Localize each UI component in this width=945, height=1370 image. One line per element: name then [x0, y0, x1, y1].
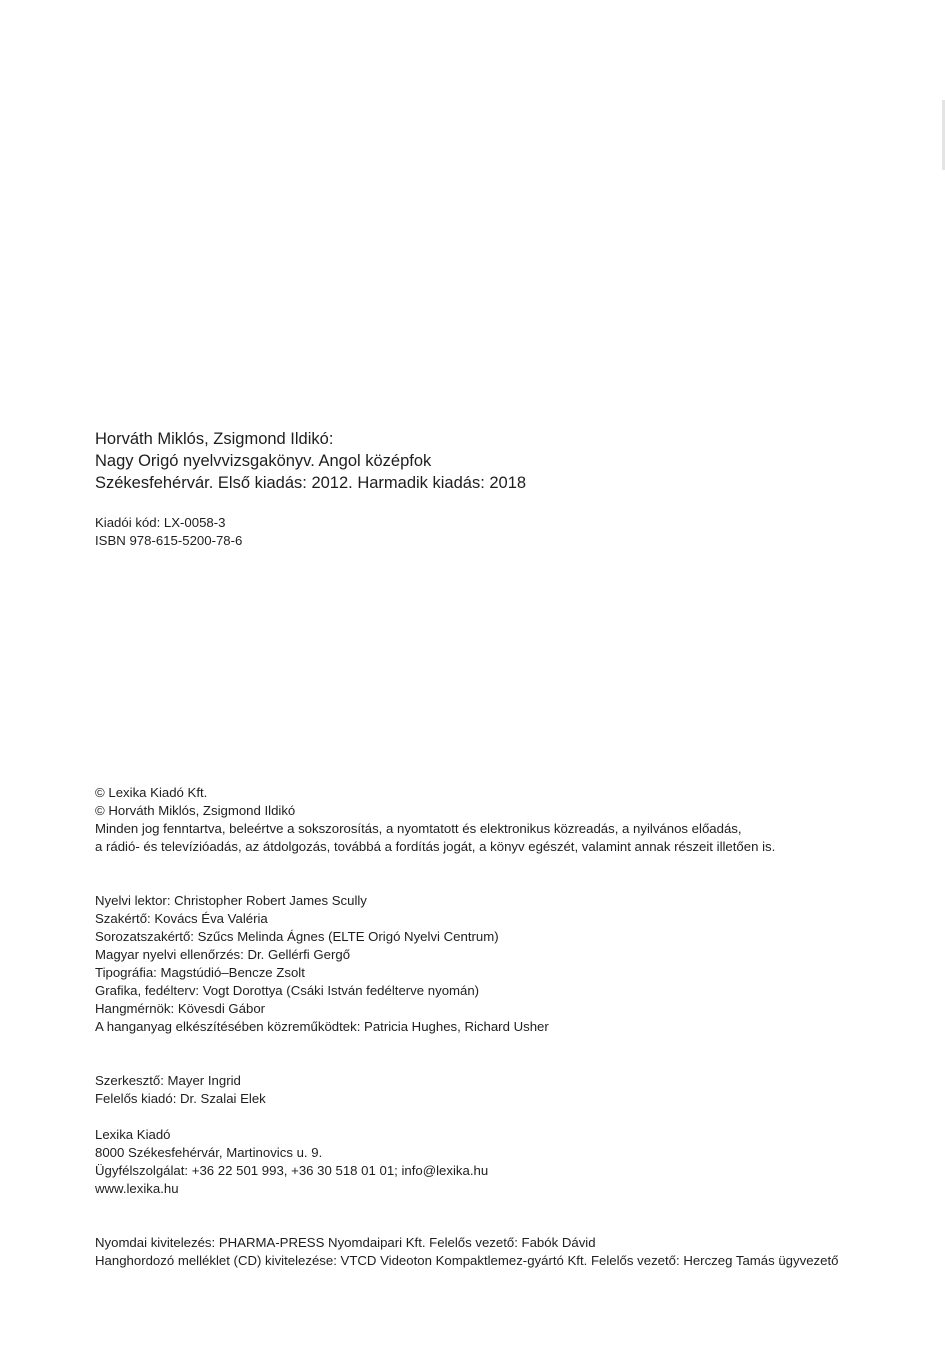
editor-info: [95, 1072, 895, 1108]
copyright-publisher: © Lexika Kiadó Kft.: [95, 785, 208, 800]
edition-line: Székesfehérvár. Első kiadás: 2012. Harmadik kiadás: 2018: [95, 474, 527, 492]
publisher-address: 8000 Székesfehérvár, Martinovics u. 9.: [95, 1145, 323, 1160]
credit-typography: Tipográfia: Magstúdió–Bencze Zsolt: [95, 965, 305, 980]
rights-statement-line-2: a rádió- és televízióadás, az átdolgozás, továbbá a fordítás jogát, a könyv egészét, valamint annak részeit illetően is.: [95, 839, 776, 854]
publisher-code: Kiadói kód: LX-0058-3: [95, 515, 226, 530]
publisher-contact: [95, 1126, 895, 1198]
credit-hungarian-proofing: Magyar nyelvi ellenőrzés: Dr. Gellérfi Gergő: [95, 947, 351, 962]
isbn: ISBN 978-615-5200-78-6: [95, 533, 243, 548]
publisher-website: www.lexika.hu: [95, 1181, 179, 1196]
book-title-line: Nagy Origó nyelvvizsgakönyv. Angol középfok: [95, 452, 432, 470]
printing-house-line: Nyomdai kivitelezés: PHARMA-PRESS Nyomdaipari Kft. Felelős vezető: Fabók Dávid: [95, 1235, 596, 1250]
copyright-authors: © Horváth Miklós, Zsigmond Ildikó: [95, 803, 296, 818]
credits-list: [95, 892, 895, 1036]
rights-statement-line-1: Minden jog fenntartva, beleértve a sokszorosítás, a nyomtatott és elektronikus közreadás, a nyilvános előadás,: [95, 821, 742, 836]
credit-language-reviewer: Nyelvi lektor: Christopher Robert James Scully: [95, 893, 367, 908]
authors-line: Horváth Miklós, Zsigmond Ildikó:: [95, 430, 334, 448]
editor-line: Szerkesztő: Mayer Ingrid: [95, 1073, 241, 1088]
customer-service: Ügyfélszolgálat: +36 22 501 993, +36 30 518 01 01; info@lexika.hu: [95, 1163, 489, 1178]
credit-audio-contributors: A hanganyag elkészítésében közreműködtek: Patricia Hughes, Richard Usher: [95, 1019, 549, 1034]
responsible-publisher-line: Felelős kiadó: Dr. Szalai Elek: [95, 1091, 266, 1106]
copyright-notice: [95, 784, 895, 856]
credit-graphics-cover: Grafika, fedélterv: Vogt Dorottya (Csáki István fedélterve nyomán): [95, 983, 480, 998]
printing-info: [95, 1234, 895, 1270]
credit-sound-engineer: Hangmérnök: Kövesdi Gábor: [95, 1001, 266, 1016]
publisher-name: Lexika Kiadó: [95, 1127, 171, 1142]
publication-codes: [95, 514, 895, 550]
credit-series-expert: Sorozatszakértő: Szűcs Melinda Ágnes (ELTE Origó Nyelvi Centrum): [95, 929, 499, 944]
cd-production-line: Hanghordozó melléklet (CD) kivitelezése: VTCD Videoton Kompaktlemez-gyártó Kft. Felelős vezető: Herczeg Tamás ügyvezető: [95, 1253, 839, 1268]
book-title-block: [95, 428, 895, 494]
credit-expert: Szakértő: Kovács Éva Valéria: [95, 911, 268, 926]
